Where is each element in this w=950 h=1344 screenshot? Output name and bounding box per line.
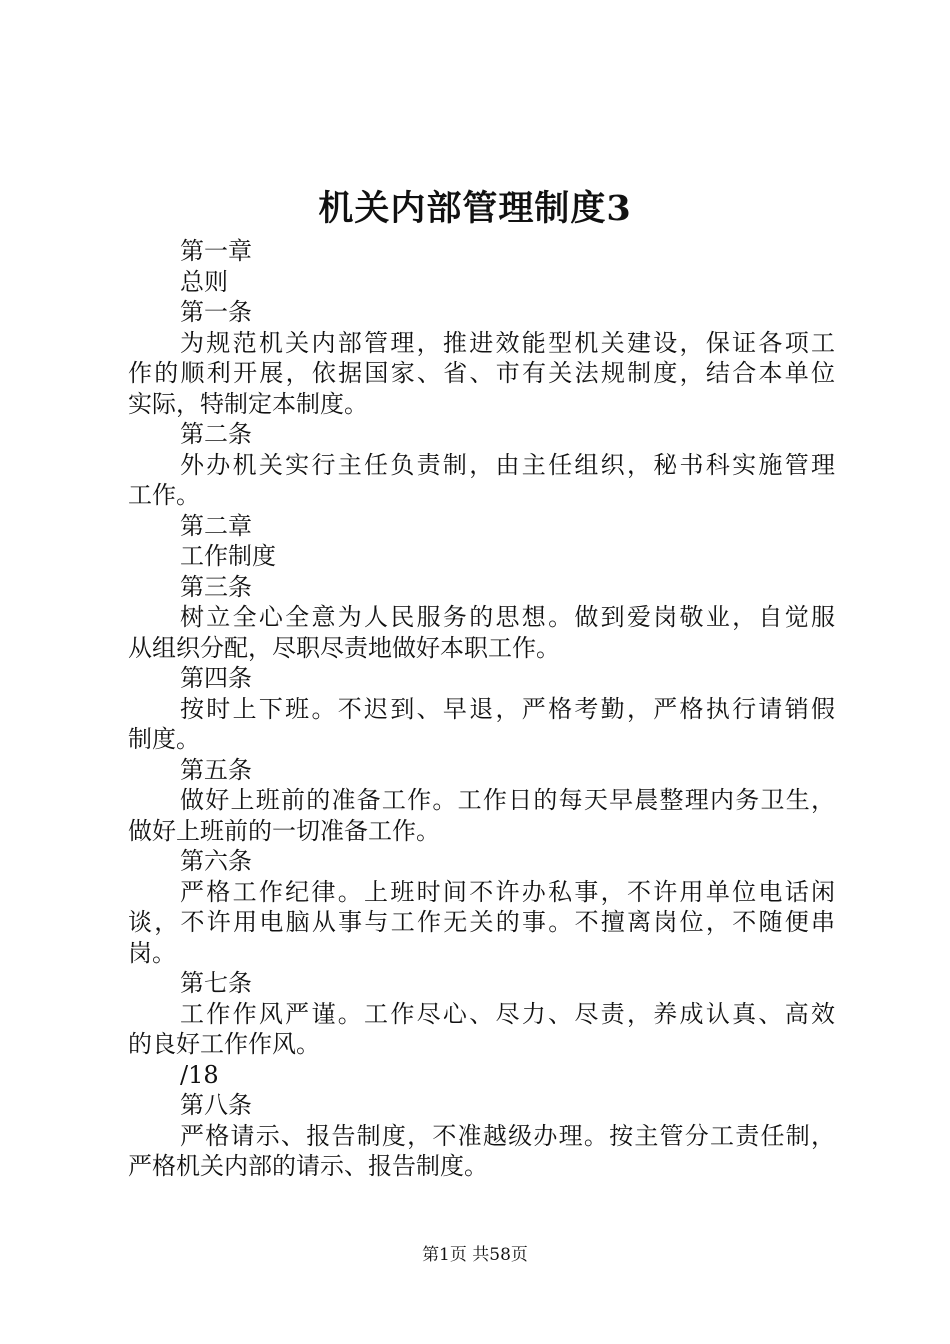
paragraph-line: 为规范机关内部管理，推进效能型机关建设，保证各项工: [180, 328, 835, 357]
page-marker: /18: [180, 1060, 219, 1089]
article-heading: 第八条: [180, 1091, 252, 1119]
article-heading: 第六条: [180, 847, 252, 875]
article-heading: 第三条: [180, 572, 252, 601]
paragraph-line: 严格机关内部的请示、报告制度。: [128, 1152, 488, 1180]
paragraph-line: 外办机关实行主任负责制，由主任组织，秘书科实施管理: [180, 450, 835, 479]
paragraph-line: 做好上班前的准备工作。工作日的每天早晨整理内务卫生，: [180, 786, 835, 814]
paragraph-line: 做好上班前的一切准备工作。: [128, 816, 440, 845]
article-heading: 第一条: [180, 298, 252, 326]
chapter-heading: 第一章: [180, 237, 252, 265]
paragraph-line: 工作作风严谨。工作尽心、尽力、尽责，养成认真、高效: [180, 999, 835, 1028]
document-body: [128, 236, 835, 1182]
chapter-title: 工作制度: [180, 542, 276, 570]
paragraph-line: 树立全心全意为人民服务的思想。做到爱岗敬业，自觉服: [180, 603, 835, 631]
paragraph-line: 按时上下班。不迟到、早退，严格考勤，严格执行请销假: [180, 694, 835, 723]
article-heading: 第二条: [180, 420, 252, 448]
paragraph-line: 作的顺利开展，依据国家、省、市有关法规制度，结合本单位: [128, 359, 835, 387]
article-heading: 第五条: [180, 755, 252, 784]
chapter-title: 总则: [180, 267, 228, 296]
paragraph-line: 实际，特制定本制度。: [128, 389, 368, 418]
paragraph-line: 制度。: [128, 725, 200, 753]
paragraph-line: 严格请示、报告制度，不准越级办理。按主管分工责任制，: [180, 1121, 835, 1150]
document-title: 机关内部管理制度3: [318, 188, 632, 229]
article-heading: 第四条: [180, 664, 252, 692]
article-heading: 第七条: [180, 969, 252, 997]
page-footer: 第1页 共58页: [422, 1245, 528, 1265]
paragraph-line: 的良好工作作风。: [128, 1030, 320, 1058]
paragraph-line: 工作。: [128, 481, 200, 509]
paragraph-line: 岗。: [128, 938, 176, 967]
chapter-heading: 第二章: [180, 511, 252, 540]
paragraph-line: 严格工作纪律。上班时间不许办私事，不许用单位电话闲: [180, 877, 835, 906]
paragraph-line: 从组织分配，尽职尽责地做好本职工作。: [128, 633, 560, 662]
paragraph-line: 谈，不许用电脑从事与工作无关的事。不擅离岗位，不随便串: [128, 908, 835, 936]
